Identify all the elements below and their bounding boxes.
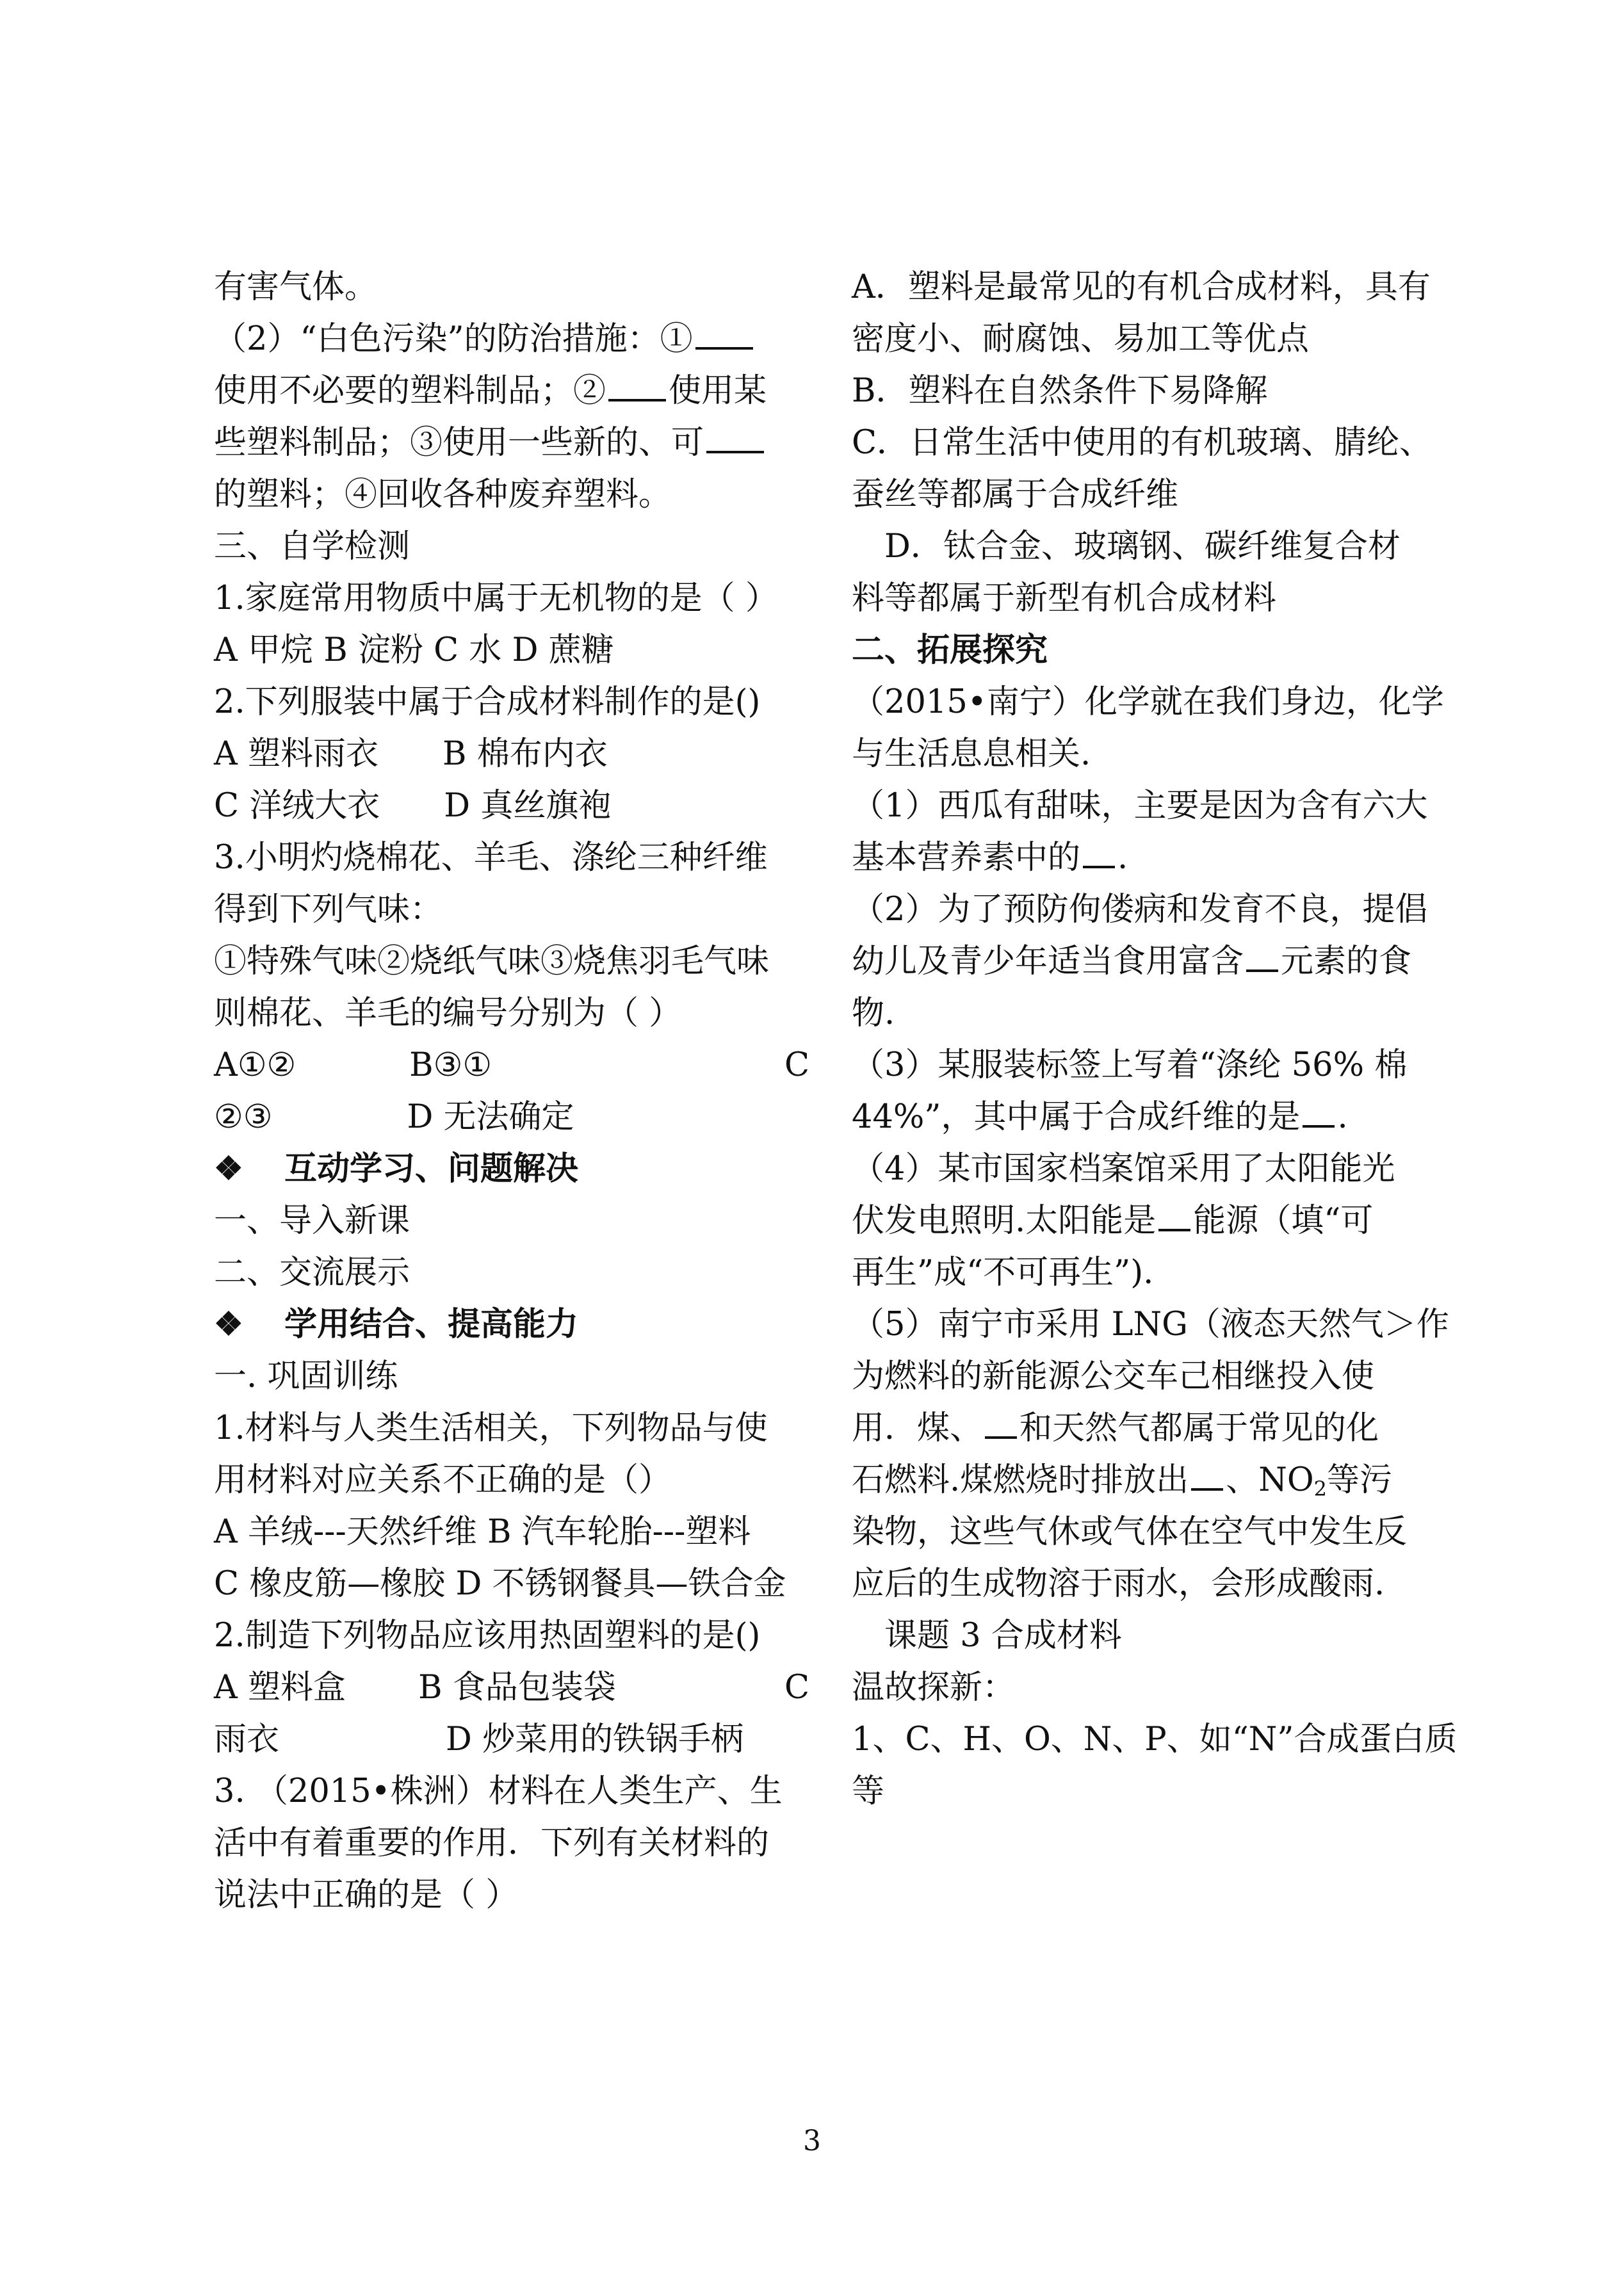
- answer-options: 雨衣 D 炒菜用的铁锅手柄: [214, 1721, 744, 1758]
- text-line: 伏发电照明.太阳能是 能源（填“可: [852, 1195, 1447, 1247]
- section-heading: 三、自学检测: [214, 528, 410, 565]
- text-line: 有害气体。: [214, 268, 378, 306]
- question: （2）为了预防佝偻病和发育不良，提倡: [852, 891, 1428, 929]
- text-line: 蚕丝等都属于合成纤维: [852, 476, 1179, 514]
- left-column: [214, 261, 809, 1921]
- text-line: 使用不必要的塑料制品；② 使用某: [214, 365, 809, 417]
- text-line: 石燃料.煤燃烧时排放出 、$NO_2$等污: [852, 1454, 1447, 1506]
- text-line: （2）“白色污染”的防治措施：①: [214, 313, 809, 365]
- answer-options: C 洋绒大衣 D 真丝旗袍: [214, 787, 612, 825]
- page-number: 3: [803, 2125, 821, 2157]
- fill-blank: [985, 1404, 1017, 1439]
- question: 2.制造下列物品应该用热固塑料的是(): [214, 1617, 761, 1655]
- text-line: 得到下列气味：: [214, 891, 443, 929]
- text-line: 与生活息息相关.: [852, 735, 1091, 773]
- fill-blank: [706, 419, 764, 453]
- question: （1）西瓜有甜味，主要是因为含有六大: [852, 787, 1428, 825]
- text-line: （2015•南宁）化学就在我们身边，化学: [852, 683, 1444, 721]
- text-line: 二、交流展示: [214, 1254, 410, 1292]
- fill-blank: [608, 367, 666, 401]
- text-line: 温故探新：: [852, 1669, 1016, 1707]
- answer-options: A 塑料盒 B 食品包装袋 C: [214, 1669, 809, 1707]
- answer-option-c: C．日常生活中使用的有机玻璃、腈纶、: [852, 424, 1433, 462]
- text-line: 活中有着重要的作用．下列有关材料的: [214, 1824, 770, 1862]
- question: 3.小明灼烧棉花、羊毛、涤纶三种纤维: [214, 839, 768, 877]
- text-line: 1、C、H、O、N、P、如“N”合成蛋白质: [852, 1721, 1458, 1758]
- question: 1.材料与人类生活相关，下列物品与使: [214, 1409, 768, 1447]
- diamond-bullet-icon: ❖: [214, 1149, 243, 1188]
- question: 3. （2015•株洲）材料在人类生产、生: [214, 1772, 783, 1810]
- text-line: 料等都属于新型有机合成材料: [852, 580, 1277, 617]
- answer-option-d: D．钛合金、玻璃钢、碳纤维复合材: [884, 528, 1401, 565]
- text-line: 幼儿及青少年适当食用富含 元素的食: [852, 936, 1447, 987]
- text-line: 则棉花、羊毛的编号分别为（ ）: [214, 994, 682, 1032]
- text-line: 再生”成“不可再生”).: [852, 1254, 1154, 1292]
- fill-blank: [1158, 1197, 1190, 1231]
- lesson-title: 课题 3 合成材料: [884, 1617, 1122, 1655]
- text-line: 染物，这些气休或气体在空气中发生反: [852, 1513, 1408, 1551]
- text-line: 密度小、耐腐蚀、易加工等优点: [852, 320, 1310, 358]
- question: （4）某市国家档案馆采用了太阳能光: [852, 1150, 1395, 1188]
- answer-options: C 橡皮筋—橡胶 D 不锈钢餐具—铁合金: [214, 1565, 786, 1603]
- fill-blank: [695, 315, 753, 350]
- text-line: 等: [852, 1772, 885, 1810]
- diamond-bullet-icon: ❖: [214, 1305, 243, 1343]
- fill-blank: [1083, 834, 1115, 868]
- fill-blank: [1246, 937, 1278, 972]
- section-heading: ❖ 互动学习、问题解决: [214, 1143, 809, 1195]
- question: 2.下列服装中属于合成材料制作的是(): [214, 683, 761, 721]
- text-line: 基本营养素中的 .: [852, 832, 1447, 884]
- answer-options: A①② B③① C: [214, 1046, 809, 1084]
- answer-option-b: B．塑料在自然条件下易降解: [852, 372, 1268, 410]
- text-line: 一. 巩固训练: [214, 1358, 398, 1395]
- text-line: 物.: [852, 994, 895, 1032]
- text-line: 用材料对应关系不正确的是（）: [214, 1461, 672, 1499]
- fill-blank: [1191, 1456, 1223, 1491]
- answer-options: A 塑料雨衣 B 棉布内衣: [214, 735, 608, 773]
- answer-option-a: A．塑料是最常见的有机合成材料，具有: [852, 268, 1431, 306]
- text-line: 应后的生成物溶于雨水，会形成酸雨.: [852, 1565, 1385, 1603]
- question: （3）某服装标签上写着“涤纶 56% 棉: [852, 1046, 1408, 1084]
- text-line: 为燃料的新能源公交车己相继投入使: [852, 1358, 1375, 1395]
- question: （5）南宁市采用 LNG（液态天然气＞作: [852, 1306, 1449, 1343]
- text-line: 一、导入新课: [214, 1202, 410, 1240]
- text-line: 44%”，其中属于合成纤维的是 .: [852, 1091, 1447, 1143]
- answer-options: A 甲烷 B 淀粉 C 水 D 蔗糖: [214, 631, 614, 669]
- text-line: 些塑料制品；③使用一些新的、可: [214, 417, 809, 469]
- question: 1.家庭常用物质中属于无机物的是（ ）: [214, 580, 778, 617]
- text-line: ①特殊气味②烧纸气味③烧焦羽毛气味: [214, 943, 770, 980]
- text-line: 说法中正确的是（ ）: [214, 1876, 519, 1914]
- answer-options: ②③ D 无法确定: [214, 1098, 574, 1136]
- fill-blank: [1303, 1093, 1335, 1128]
- right-column: [852, 261, 1458, 1817]
- section-heading: 二、拓展探究: [852, 631, 1048, 669]
- text-line: 的塑料；④回收各种废弃塑料。: [214, 476, 672, 514]
- text-line: 用．煤、 和天然气都属于常见的化: [852, 1402, 1447, 1454]
- answer-options: A 羊绒---天然纤维 B 汽车轮胎---塑料: [214, 1513, 751, 1551]
- section-heading: ❖ 学用结合、提高能力: [214, 1299, 809, 1350]
